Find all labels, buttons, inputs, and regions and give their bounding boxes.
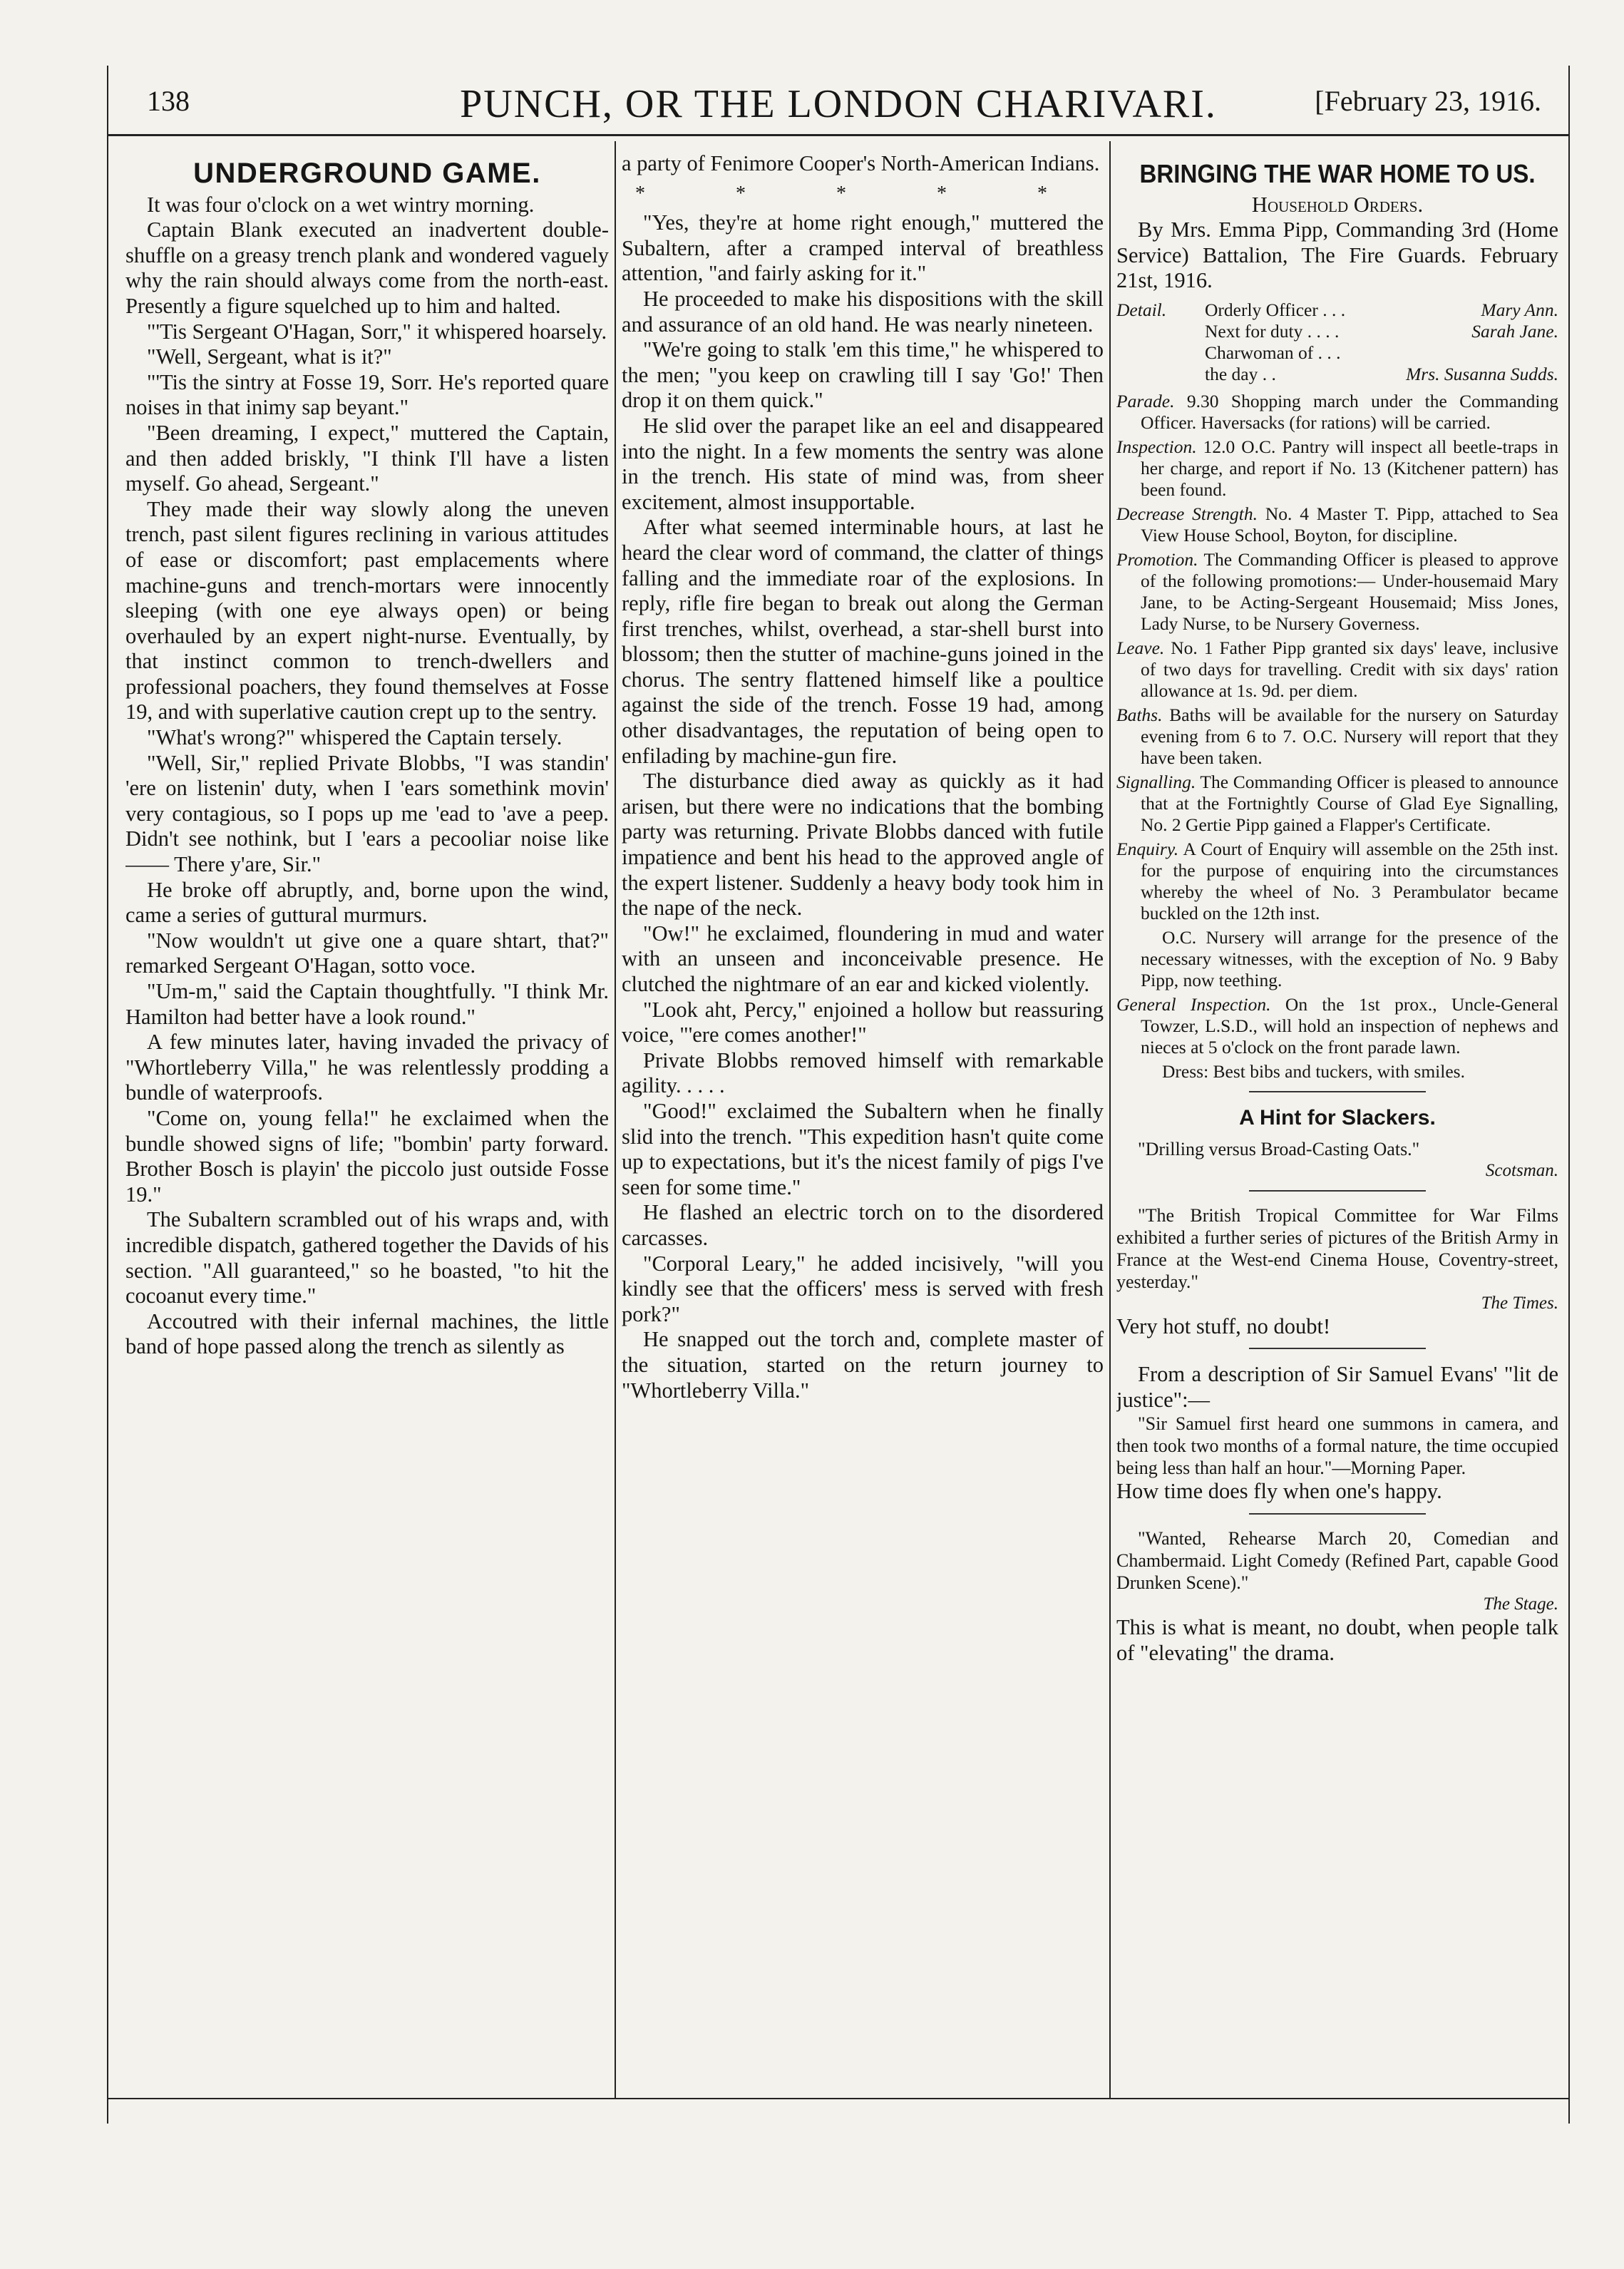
paragraph: From a description of Sir Samuel Evans' "lit de justice":— xyxy=(1116,1362,1558,1412)
order-item: Parade. 9.30 Shopping march under the Commanding Officer. Haversacks (for rations) will be carried. xyxy=(1116,390,1558,433)
order-item: Inspection. 12.0 O.C. Pantry will inspect all beetle-traps in her charge, and report if No. 13 (Kitchener pattern) has been found. xyxy=(1116,436,1558,500)
roster-row: Charwoman of . . . xyxy=(1205,342,1341,363)
article-subtitle: Household Orders. xyxy=(1251,192,1424,217)
paragraph: He slid over the parapet like an eel and disappeared into the night. In a few moments the sentry was alone in the trench. His state of mind was, from sheer excitement, almost insupportable. xyxy=(622,413,1104,514)
roster-row: Orderly Officer . . . Mary Ann. xyxy=(1205,299,1558,320)
footer-rule xyxy=(107,2098,1570,2099)
order-item: General Inspection. On the 1st prox., Uncle-General Towzer, L.S.D., will hold an inspection of nephews and nieces at 5 o'clock on the front parade lawn. xyxy=(1116,993,1558,1057)
order-item: Decrease Strength. No. 4 Master T. Pipp, attached to Sea View House School, Boyton, for discipline. xyxy=(1116,503,1558,546)
article-title: UNDERGROUND GAME. xyxy=(193,158,541,189)
paragraph: "Been dreaming, I expect," muttered the Captain, and then added briskly, "I think I'll have a listen myself. Go ahead, Sergeant." xyxy=(125,420,609,496)
quote: "The British Tropical Committee for War Films exhibited a further series of pictures of the British Army in France at the West-end Cinema House, Coventry-street, yesterday." xyxy=(1116,1204,1558,1292)
order-item: Signalling. The Commanding Officer is pleased to announce that at the Fortnightly Course of Glad Eye Signalling, No. 2 Gertie Pipp gained a Flapper's Certificate. xyxy=(1116,771,1558,835)
paragraph: After what seemed interminable hours, at last he heard the clear word of command, the clatter of things falling and the immediate roar of the explosions. In reply, rifle fire began to break out along the German first trenches, whilst, overhead, a star-shell burst into blossom; then the stutter of machine-guns joined in the chorus. The sentry flattened himself like a poultice against the side of the trench. Fosse 19 had, among other disadvantages, the reputation of being open to enfilading by machine-gun fire. xyxy=(622,515,1104,768)
paragraph: "'Tis Sergeant O'Hagan, Sorr," it whispered hoarsely. xyxy=(147,319,607,344)
hint-title: A Hint for Slackers. xyxy=(1239,1105,1436,1130)
orders-list xyxy=(1116,391,1558,1082)
column-war-home xyxy=(1116,151,1558,2091)
comment: Very hot stuff, no doubt! xyxy=(1116,1313,1331,1338)
paragraph: Private Blobbs removed himself with remarkable agility. . . . . xyxy=(622,1048,1104,1098)
paragraph: Accoutred with their infernal machines, the little band of hope passed along the trench as silently as xyxy=(125,1308,609,1359)
order-item: Enquiry. A Court of Enquiry will assemble on the 25th inst. for the purpose of enquiring into the circumstances whereby the wheel of No. 3 Perambulator became buckled on the 12th inst. xyxy=(1116,838,1558,923)
order-item: Leave. No. 1 Father Pipp granted six days' leave, inclusive of two days for travelling. Credit with six days' ration allowance at 1s. 9d. per diem. xyxy=(1116,637,1558,701)
paragraph: "Um-m," said the Captain thoughtfully. "I think Mr. Hamilton had better have a look round." xyxy=(125,979,609,1029)
quote: "Wanted, Rehearse March 20, Comedian and Chambermaid. Light Comedy (Refined Part, capable Good Drunken Scene)." xyxy=(1116,1527,1558,1593)
roster-row: Next for duty . . . . Sarah Jane. xyxy=(1205,320,1558,342)
comment: This is what is meant, no doubt, when people talk of "elevating" the drama. xyxy=(1116,1614,1558,1665)
paragraph: He proceeded to make his dispositions with the skill and assurance of an old hand. He was nearly nineteen. xyxy=(622,286,1104,337)
divider xyxy=(1249,1091,1426,1092)
paragraph: "We're going to stalk 'em this time," he whispered to the men; "you keep on crawling till I say 'Go!' Then drop it on them quick." xyxy=(622,337,1104,413)
detail-label: Detail. xyxy=(1116,299,1167,320)
paragraph: "Corporal Leary," he added incisively, "will you kindly see that the officers' mess is served with fresh pork?" xyxy=(622,1251,1104,1326)
paragraph: "Now wouldn't ut give one a quare shtart, that?" remarked Sergeant O'Hagan, sotto voce. xyxy=(125,928,609,978)
paragraph: "Yes, they're at home right enough," muttered the Subaltern, after a cramped interval of breathless attention, "and fairly asking for it." xyxy=(622,210,1104,286)
paragraph: They made their way slowly along the uneven trench, past silent figures reclining in various attitudes of ease or discomfort; past emplacements where machine-guns and trench-mortars were innocently sleeping (with one eye always open) or being overhauled by an expert night-nurse. Eventually, by that instinct common to trench-dwellers and professional poachers, they found themselves at Fosse 19, and with superlative caution crept up to the sentry. xyxy=(125,496,609,724)
column-divider xyxy=(615,141,616,2098)
masthead: PUNCH, OR THE LONDON CHARIVARI. xyxy=(460,82,1217,126)
paragraph: He snapped out the torch and, complete master of the situation, started on the return journey to "Whortleberry Villa." xyxy=(622,1327,1104,1403)
article-title: BRINGING THE WAR HOME TO US. xyxy=(1139,159,1536,188)
quote: "Sir Samuel first heard one summons in camera, and then took two months of a formal nature, the time occupied being less than half an hour."—Morning Paper. xyxy=(1116,1413,1558,1479)
paragraph: a party of Fenimore Cooper's North-American Indians. xyxy=(622,151,1100,175)
paragraph: He flashed an electric torch on to the disordered carcasses. xyxy=(622,1200,1104,1250)
paragraph: It was four o'clock on a wet wintry morning. xyxy=(147,192,535,217)
quote-source: The Stage. xyxy=(1483,1594,1558,1614)
quote-source: The Times. xyxy=(1481,1293,1558,1313)
paragraph: "Look aht, Percy," enjoined a hollow but reassuring voice, "'ere comes another!" xyxy=(622,997,1104,1048)
divider xyxy=(1249,1348,1426,1349)
divider xyxy=(1249,1190,1426,1192)
paragraph: "Good!" exclaimed the Subaltern when he finally slid into the trench. "This expedition hasn't quite come up to expectations, but it's the nicest family of pigs I've seen for some time." xyxy=(622,1098,1104,1199)
page-header xyxy=(107,84,1570,134)
column-divider xyxy=(1109,141,1111,2098)
quote: "Drilling versus Broad-Casting Oats." xyxy=(1138,1138,1420,1159)
column-underground-game xyxy=(125,151,609,2091)
paragraph: Captain Blank executed an inadvertent double-shuffle on a greasy trench plank and wondered vaguely why the rain should always come from the north-east. Presently a figure squelched up to him and halted. xyxy=(125,217,609,318)
comment: How time does fly when one's happy. xyxy=(1116,1479,1442,1504)
header-rule xyxy=(107,134,1570,136)
order-item: O.C. Nursery will arrange for the presence of the necessary witnesses, with the exception of No. 9 Baby Pipp, now teething. xyxy=(1141,926,1558,990)
page-number: 138 xyxy=(147,85,190,117)
paragraph: "Well, Sergeant, what is it?" xyxy=(147,344,392,369)
order-item: Baths. Baths will be available for the nursery on Saturday evening from 6 to 7. O.C. Nursery will report that they have been taken. xyxy=(1116,704,1558,768)
divider xyxy=(1249,1513,1426,1515)
paragraph: A few minutes later, having invaded the privacy of "Whortleberry Villa," he was relentlessly prodding a bundle of waterproofs. xyxy=(125,1030,609,1105)
issue-date: [February 23, 1916. xyxy=(1315,85,1541,117)
column-underground-game-continued xyxy=(622,151,1104,2091)
paragraph: "'Tis the sintry at Fosse 19, Sorr. He's reported quare noises in that inimy sap beyant." xyxy=(125,369,609,420)
paragraph: "What's wrong?" whispered the Captain tersely. xyxy=(147,725,562,750)
byline: By Mrs. Emma Pipp, Commanding 3rd (Home Service) Battalion, The Fire Guards. February 21st, 1916. xyxy=(1116,217,1558,293)
paragraph: He broke off abruptly, and, borne upon the wind, came a series of guttural murmurs. xyxy=(125,877,609,928)
paragraph: "Come on, young fella!" he exclaimed when the bundle showed signs of life; "bombin' party forward. Brother Bosch is playin' the piccolo just outside Fosse 19." xyxy=(125,1105,609,1207)
article-body xyxy=(125,193,609,1360)
order-item: Dress: Best bibs and tuckers, with smiles. xyxy=(1162,1060,1465,1082)
section-break: * * * * * xyxy=(635,182,1090,205)
paragraph: The Subaltern scrambled out of his wraps and, with incredible dispatch, gathered together the Davids of his section. "All guaranteed," so he boasted, "to hit the cocoanut every time." xyxy=(125,1207,609,1308)
paragraph: "Well, Sir," replied Private Blobbs, "I was standin' 'ere on listenin' duty, when I 'ears somethink movin' very contagious, so I pops up me 'ead to 'ave a peep. Didn't see nothink, but I 'ears a pecooliar noise like—— There y'are, Sir." xyxy=(125,750,609,877)
paragraph: "Ow!" he exclaimed, floundering in mud and water with an unseen and inconceivable presence. He clutched the nightmare of an ear and kicked violently. xyxy=(622,921,1104,996)
paragraph: The disturbance died away as quickly as it had arisen, but there were no indications that the bombing party was returning. Private Blobbs danced with futile impatience and bent his head to the approved angle of the expert listener. Suddenly a heavy body took him in the nape of the neck. xyxy=(622,769,1104,921)
quote-source: Scotsman. xyxy=(1485,1160,1558,1180)
order-item: Promotion. The Commanding Officer is pleased to approve of the following promotions:— Under-housemaid Mary Jane, to be Acting-Sergeant Housemaid; Miss Jones, Lady Nurse, to be Nursery Governess. xyxy=(1116,548,1558,634)
detail-roster xyxy=(1116,299,1558,385)
roster-row: the day . . Mrs. Susanna Sudds. xyxy=(1205,363,1558,384)
